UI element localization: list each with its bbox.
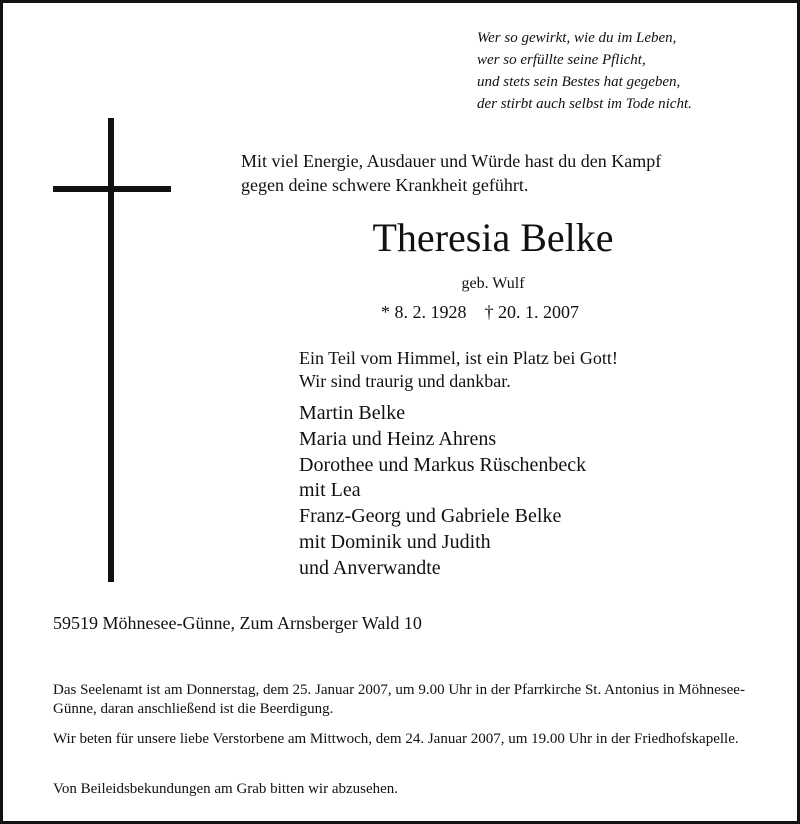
motto-line: der stirbt auch selbst im Tode nicht.	[477, 96, 692, 112]
quote-text	[299, 347, 618, 393]
death-date: † 20. 1. 2007	[484, 302, 579, 322]
cross-icon-bar	[53, 186, 171, 192]
funeral-mass-notice: Das Seelenamt ist am Donnerstag, dem 25. Januar 2007, um 9.00 Uhr in der Pfarrkirche St. Antonius in Möhnesee-Günne, daran anschließend ist die Beerdigung.	[53, 682, 745, 717]
deceased-name: Theresia Belke	[372, 215, 614, 260]
intro-line: gegen deine schwere Krankheit geführt.	[241, 175, 529, 195]
birth-date: * 8. 2. 1928	[381, 302, 467, 322]
mourner-line: Maria und Heinz Ahrens	[299, 427, 497, 450]
intro-text	[241, 149, 661, 197]
family-address: 59519 Möhnesee-Günne, Zum Arnsberger Wald 10	[53, 613, 422, 633]
motto-line: wer so erfüllte seine Pflicht,	[477, 52, 646, 68]
motto-poem	[477, 27, 692, 115]
mourner-line: Franz-Georg und Gabriele Belke	[299, 505, 562, 528]
prayer-notice: Wir beten für unsere liebe Verstorbene am Mittwoch, dem 24. Januar 2007, um 19.00 Uhr in der Friedhofskapelle.	[53, 731, 739, 747]
motto-line: und stets sein Bestes hat gegeben,	[477, 74, 681, 90]
mourner-line: Dorothee und Markus Rüschenbeck	[299, 453, 587, 476]
maiden-name: geb. Wulf	[461, 275, 525, 292]
mourner-line: Martin Belke	[299, 402, 406, 424]
quote-line: Wir sind traurig und dankbar.	[299, 371, 511, 391]
quote-line: Ein Teil vom Himmel, ist ein Platz bei Gott!	[299, 348, 618, 368]
motto-line: Wer so gewirkt, wie du im Leben,	[477, 30, 677, 46]
condolence-notice: Von Beileidsbekundungen am Grab bitten wir abzusehen.	[53, 781, 399, 797]
life-dates	[381, 300, 579, 324]
mourner-line: und Anverwandte	[299, 556, 441, 579]
intro-line: Mit viel Energie, Ausdauer und Würde hast du den Kampf	[241, 151, 662, 171]
mourner-line: mit Lea	[299, 479, 361, 502]
mourner-line: mit Dominik und Judith	[299, 530, 491, 553]
mourners-list	[299, 401, 586, 582]
